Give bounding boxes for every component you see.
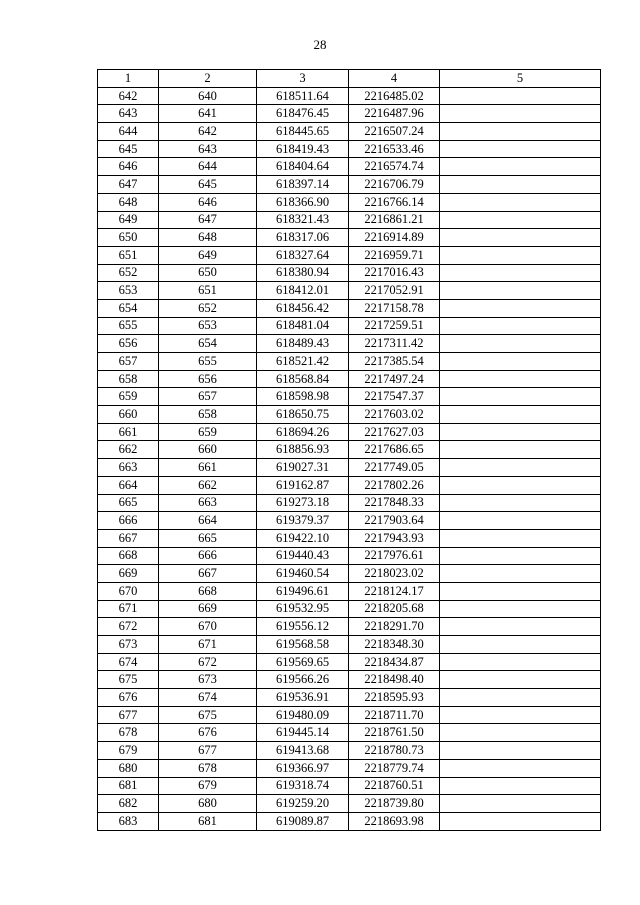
table-row (98, 459, 601, 477)
cell-col-1: 672 (98, 618, 159, 636)
cell-col-2: 658 (159, 406, 257, 424)
cell-col-5 (440, 123, 601, 141)
cell-col-2: 643 (159, 140, 257, 158)
cell-col-1: 648 (98, 193, 159, 211)
cell-col-2: 665 (159, 529, 257, 547)
cell-col-4: 2217943.93 (349, 529, 440, 547)
cell-col-3: 619273.18 (257, 494, 349, 512)
cell-col-2: 652 (159, 299, 257, 317)
cell-col-1: 670 (98, 582, 159, 600)
table-row (98, 689, 601, 707)
cell-col-5 (440, 229, 601, 247)
cell-col-4: 2216507.24 (349, 123, 440, 141)
table-row (98, 406, 601, 424)
cell-col-1: 642 (98, 87, 159, 105)
cell-col-3: 619569.65 (257, 653, 349, 671)
cell-col-3: 618476.45 (257, 105, 349, 123)
table-row (98, 494, 601, 512)
cell-col-2: 654 (159, 335, 257, 353)
cell-col-1: 676 (98, 689, 159, 707)
coordinates-table (97, 69, 601, 831)
cell-col-2: 659 (159, 423, 257, 441)
table-row (98, 299, 601, 317)
cell-col-1: 653 (98, 282, 159, 300)
cell-col-4: 2216861.21 (349, 211, 440, 229)
cell-col-5 (440, 158, 601, 176)
cell-col-5 (440, 494, 601, 512)
cell-col-5 (440, 689, 601, 707)
cell-col-2: 646 (159, 193, 257, 211)
cell-col-4: 2218739.80 (349, 795, 440, 813)
cell-col-5 (440, 87, 601, 105)
cell-col-1: 663 (98, 459, 159, 477)
cell-col-3: 618456.42 (257, 299, 349, 317)
cell-col-4: 2218348.30 (349, 636, 440, 654)
column-header-5: 5 (440, 70, 601, 88)
cell-col-5 (440, 388, 601, 406)
cell-col-2: 662 (159, 476, 257, 494)
cell-col-1: 679 (98, 742, 159, 760)
table-row (98, 795, 601, 813)
cell-col-4: 2216485.02 (349, 87, 440, 105)
table-row (98, 618, 601, 636)
cell-col-4: 2217903.64 (349, 512, 440, 530)
cell-col-5 (440, 299, 601, 317)
cell-col-4: 2216533.46 (349, 140, 440, 158)
cell-col-5 (440, 618, 601, 636)
cell-col-4: 2218711.70 (349, 706, 440, 724)
cell-col-4: 2217547.37 (349, 388, 440, 406)
cell-col-5 (440, 423, 601, 441)
table-row (98, 724, 601, 742)
cell-col-3: 619532.95 (257, 600, 349, 618)
cell-col-1: 667 (98, 529, 159, 547)
cell-col-4: 2218023.02 (349, 565, 440, 583)
cell-col-4: 2217385.54 (349, 353, 440, 371)
cell-col-3: 619379.37 (257, 512, 349, 530)
cell-col-3: 618419.43 (257, 140, 349, 158)
cell-col-4: 2217802.26 (349, 476, 440, 494)
cell-col-2: 656 (159, 370, 257, 388)
cell-col-5 (440, 636, 601, 654)
cell-col-1: 649 (98, 211, 159, 229)
cell-col-4: 2216914.89 (349, 229, 440, 247)
cell-col-2: 660 (159, 441, 257, 459)
cell-col-3: 619566.26 (257, 671, 349, 689)
cell-col-2: 657 (159, 388, 257, 406)
table-row (98, 600, 601, 618)
cell-col-4: 2217976.61 (349, 547, 440, 565)
cell-col-4: 2218761.50 (349, 724, 440, 742)
cell-col-2: 675 (159, 706, 257, 724)
table-row (98, 246, 601, 264)
cell-col-1: 650 (98, 229, 159, 247)
cell-col-4: 2217497.24 (349, 370, 440, 388)
cell-col-5 (440, 140, 601, 158)
cell-col-5 (440, 406, 601, 424)
cell-col-5 (440, 353, 601, 371)
cell-col-5 (440, 193, 601, 211)
cell-col-3: 618317.06 (257, 229, 349, 247)
cell-col-2: 673 (159, 671, 257, 689)
cell-col-1: 668 (98, 547, 159, 565)
cell-col-1: 643 (98, 105, 159, 123)
cell-col-3: 619445.14 (257, 724, 349, 742)
table-row (98, 653, 601, 671)
table-row (98, 423, 601, 441)
cell-col-4: 2218124.17 (349, 582, 440, 600)
cell-col-1: 681 (98, 777, 159, 795)
cell-col-3: 619536.91 (257, 689, 349, 707)
column-header-2: 2 (159, 70, 257, 88)
cell-col-1: 680 (98, 759, 159, 777)
cell-col-1: 682 (98, 795, 159, 813)
cell-col-4: 2216959.71 (349, 246, 440, 264)
table-row (98, 158, 601, 176)
cell-col-2: 641 (159, 105, 257, 123)
cell-col-2: 651 (159, 282, 257, 300)
cell-col-4: 2217749.05 (349, 459, 440, 477)
table-row (98, 512, 601, 530)
cell-col-5 (440, 582, 601, 600)
cell-col-3: 619480.09 (257, 706, 349, 724)
cell-col-2: 676 (159, 724, 257, 742)
cell-col-2: 645 (159, 176, 257, 194)
cell-col-4: 2218291.70 (349, 618, 440, 636)
cell-col-1: 644 (98, 123, 159, 141)
page-number: 28 (313, 37, 327, 52)
cell-col-2: 661 (159, 459, 257, 477)
table-row (98, 317, 601, 335)
cell-col-1: 651 (98, 246, 159, 264)
cell-col-1: 665 (98, 494, 159, 512)
cell-col-4: 2218498.40 (349, 671, 440, 689)
cell-col-3: 618327.64 (257, 246, 349, 264)
cell-col-3: 619460.54 (257, 565, 349, 583)
cell-col-5 (440, 795, 601, 813)
cell-col-5 (440, 547, 601, 565)
cell-col-3: 619440.43 (257, 547, 349, 565)
cell-col-3: 619556.12 (257, 618, 349, 636)
cell-col-4: 2216706.79 (349, 176, 440, 194)
cell-col-1: 669 (98, 565, 159, 583)
cell-col-5 (440, 176, 601, 194)
cell-col-3: 618521.42 (257, 353, 349, 371)
table-row (98, 264, 601, 282)
cell-col-5 (440, 600, 601, 618)
cell-col-1: 647 (98, 176, 159, 194)
cell-col-3: 619366.97 (257, 759, 349, 777)
cell-col-1: 677 (98, 706, 159, 724)
cell-col-2: 679 (159, 777, 257, 795)
cell-col-1: 661 (98, 423, 159, 441)
cell-col-4: 2217627.03 (349, 423, 440, 441)
cell-col-2: 671 (159, 636, 257, 654)
cell-col-2: 640 (159, 87, 257, 105)
cell-col-4: 2217848.33 (349, 494, 440, 512)
cell-col-5 (440, 282, 601, 300)
cell-col-3: 619496.61 (257, 582, 349, 600)
cell-col-1: 658 (98, 370, 159, 388)
cell-col-1: 659 (98, 388, 159, 406)
table-row (98, 671, 601, 689)
cell-col-3: 618650.75 (257, 406, 349, 424)
cell-col-2: 666 (159, 547, 257, 565)
table-row (98, 335, 601, 353)
table-row (98, 476, 601, 494)
cell-col-1: 683 (98, 812, 159, 830)
table-row (98, 370, 601, 388)
cell-col-1: 673 (98, 636, 159, 654)
cell-col-5 (440, 671, 601, 689)
cell-col-4: 2217158.78 (349, 299, 440, 317)
cell-col-3: 618694.26 (257, 423, 349, 441)
cell-col-2: 647 (159, 211, 257, 229)
cell-col-2: 680 (159, 795, 257, 813)
cell-col-2: 655 (159, 353, 257, 371)
cell-col-3: 618481.04 (257, 317, 349, 335)
cell-col-2: 650 (159, 264, 257, 282)
cell-col-3: 618380.94 (257, 264, 349, 282)
cell-col-2: 648 (159, 229, 257, 247)
cell-col-3: 619259.20 (257, 795, 349, 813)
cell-col-4: 2217259.51 (349, 317, 440, 335)
cell-col-1: 674 (98, 653, 159, 671)
cell-col-2: 668 (159, 582, 257, 600)
cell-col-3: 619162.87 (257, 476, 349, 494)
cell-col-2: 669 (159, 600, 257, 618)
cell-col-4: 2218779.74 (349, 759, 440, 777)
cell-col-3: 618489.43 (257, 335, 349, 353)
cell-col-5 (440, 653, 601, 671)
cell-col-5 (440, 246, 601, 264)
cell-col-4: 2218780.73 (349, 742, 440, 760)
table-row (98, 211, 601, 229)
cell-col-5 (440, 777, 601, 795)
table-row (98, 742, 601, 760)
cell-col-3: 618404.64 (257, 158, 349, 176)
table-row (98, 176, 601, 194)
table-row (98, 87, 601, 105)
table-row (98, 229, 601, 247)
cell-col-5 (440, 105, 601, 123)
cell-col-2: 667 (159, 565, 257, 583)
cell-col-5 (440, 724, 601, 742)
cell-col-3: 618321.43 (257, 211, 349, 229)
cell-col-5 (440, 759, 601, 777)
table-row (98, 282, 601, 300)
table-row (98, 565, 601, 583)
cell-col-4: 2218760.51 (349, 777, 440, 795)
cell-col-3: 618568.84 (257, 370, 349, 388)
cell-col-4: 2218434.87 (349, 653, 440, 671)
table-row (98, 140, 601, 158)
cell-col-2: 642 (159, 123, 257, 141)
table-row (98, 547, 601, 565)
cell-col-2: 653 (159, 317, 257, 335)
cell-col-5 (440, 441, 601, 459)
table-row (98, 582, 601, 600)
column-header-1: 1 (98, 70, 159, 88)
cell-col-4: 2216574.74 (349, 158, 440, 176)
column-header-3: 3 (257, 70, 349, 88)
cell-col-5 (440, 264, 601, 282)
cell-col-3: 619413.68 (257, 742, 349, 760)
cell-col-1: 656 (98, 335, 159, 353)
cell-col-4: 2217603.02 (349, 406, 440, 424)
table-row (98, 529, 601, 547)
cell-col-2: 663 (159, 494, 257, 512)
column-header-4: 4 (349, 70, 440, 88)
cell-col-2: 644 (159, 158, 257, 176)
cell-col-4: 2218693.98 (349, 812, 440, 830)
cell-col-1: 675 (98, 671, 159, 689)
cell-col-5 (440, 512, 601, 530)
cell-col-1: 645 (98, 140, 159, 158)
cell-col-4: 2218205.68 (349, 600, 440, 618)
cell-col-5 (440, 211, 601, 229)
table-row (98, 777, 601, 795)
table-row (98, 123, 601, 141)
cell-col-5 (440, 476, 601, 494)
cell-col-3: 618445.65 (257, 123, 349, 141)
cell-col-3: 618511.64 (257, 87, 349, 105)
cell-col-5 (440, 459, 601, 477)
cell-col-2: 664 (159, 512, 257, 530)
cell-col-5 (440, 812, 601, 830)
cell-col-1: 678 (98, 724, 159, 742)
cell-col-5 (440, 317, 601, 335)
cell-col-4: 2217016.43 (349, 264, 440, 282)
cell-col-1: 657 (98, 353, 159, 371)
cell-col-3: 618397.14 (257, 176, 349, 194)
cell-col-4: 2217686.65 (349, 441, 440, 459)
cell-col-2: 674 (159, 689, 257, 707)
table-row (98, 759, 601, 777)
cell-col-3: 618856.93 (257, 441, 349, 459)
table-row (98, 105, 601, 123)
cell-col-1: 646 (98, 158, 159, 176)
table-row (98, 353, 601, 371)
cell-col-5 (440, 370, 601, 388)
cell-col-1: 652 (98, 264, 159, 282)
cell-col-4: 2218595.93 (349, 689, 440, 707)
cell-col-3: 618366.90 (257, 193, 349, 211)
table-row (98, 388, 601, 406)
cell-col-4: 2216487.96 (349, 105, 440, 123)
table-row (98, 441, 601, 459)
table-row (98, 706, 601, 724)
cell-col-3: 619027.31 (257, 459, 349, 477)
cell-col-3: 619568.58 (257, 636, 349, 654)
cell-col-1: 666 (98, 512, 159, 530)
cell-col-5 (440, 742, 601, 760)
cell-col-3: 618412.01 (257, 282, 349, 300)
cell-col-2: 681 (159, 812, 257, 830)
cell-col-5 (440, 706, 601, 724)
cell-col-5 (440, 335, 601, 353)
cell-col-1: 654 (98, 299, 159, 317)
table-row (98, 636, 601, 654)
cell-col-5 (440, 529, 601, 547)
cell-col-2: 649 (159, 246, 257, 264)
cell-col-1: 671 (98, 600, 159, 618)
table-row (98, 812, 601, 830)
cell-col-1: 662 (98, 441, 159, 459)
cell-col-1: 655 (98, 317, 159, 335)
cell-col-2: 672 (159, 653, 257, 671)
table-row (98, 193, 601, 211)
cell-col-4: 2217311.42 (349, 335, 440, 353)
cell-col-2: 677 (159, 742, 257, 760)
cell-col-3: 619089.87 (257, 812, 349, 830)
cell-col-3: 619318.74 (257, 777, 349, 795)
cell-col-2: 670 (159, 618, 257, 636)
cell-col-4: 2217052.91 (349, 282, 440, 300)
table-header-row (98, 70, 601, 88)
cell-col-1: 660 (98, 406, 159, 424)
cell-col-2: 678 (159, 759, 257, 777)
cell-col-4: 2216766.14 (349, 193, 440, 211)
cell-col-3: 618598.98 (257, 388, 349, 406)
cell-col-3: 619422.10 (257, 529, 349, 547)
cell-col-1: 664 (98, 476, 159, 494)
table-body (98, 87, 601, 830)
cell-col-5 (440, 565, 601, 583)
